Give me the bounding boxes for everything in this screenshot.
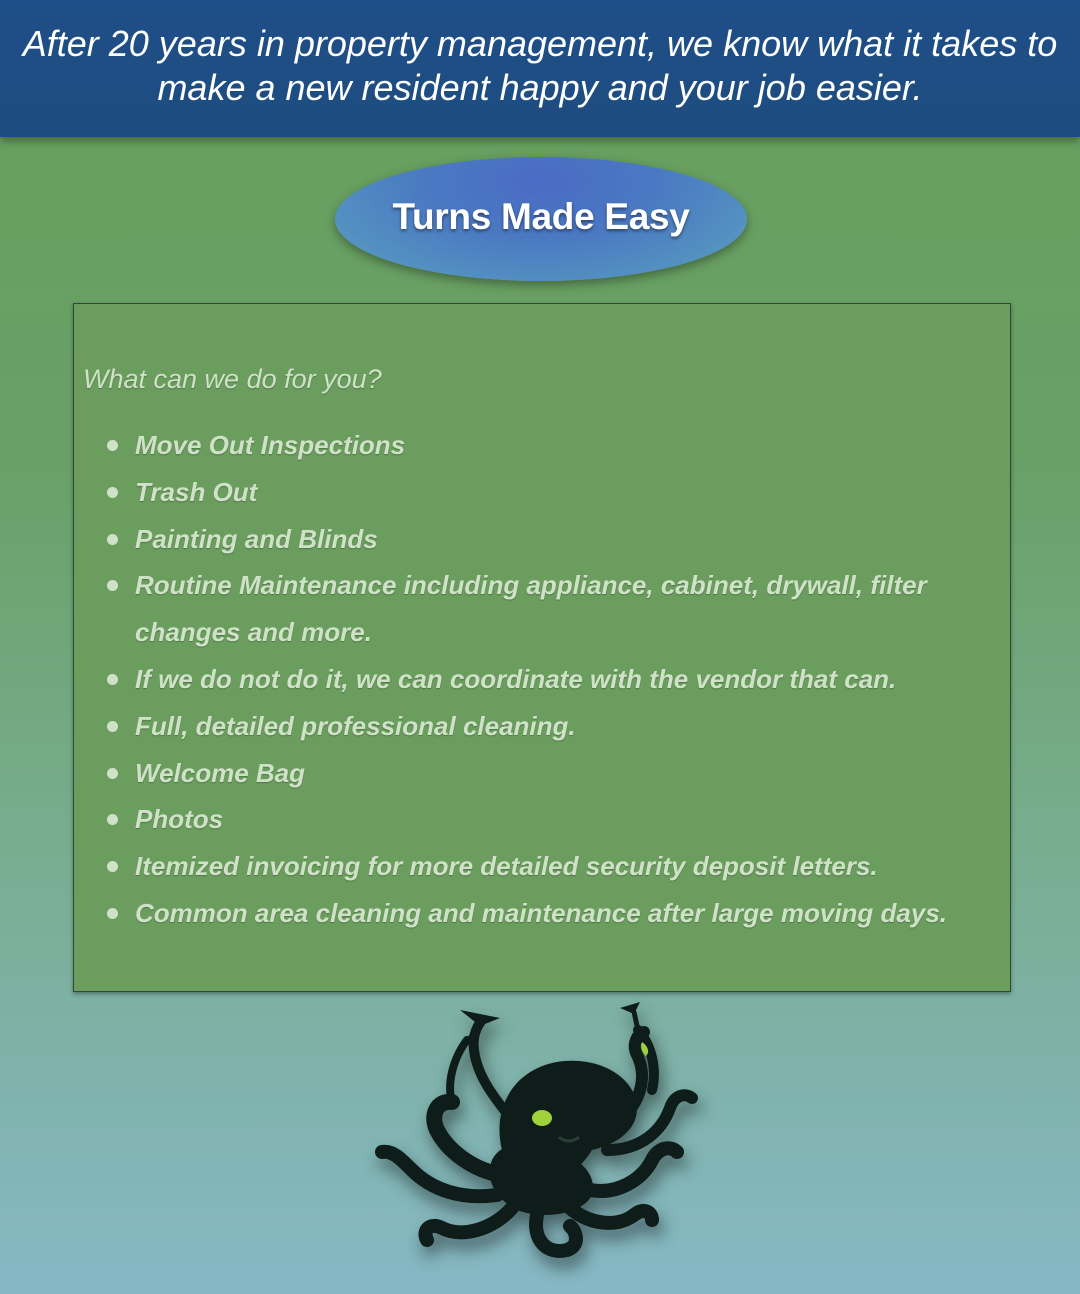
list-item <box>74 843 1010 890</box>
list-item <box>74 656 1010 703</box>
list-item-text: Welcome Bag <box>135 757 306 788</box>
bullet-icon <box>107 440 118 451</box>
services-list <box>74 422 1010 937</box>
list-item <box>74 562 1010 656</box>
list-item-text: Full, detailed professional cleaning. <box>135 710 576 741</box>
bullet-icon <box>107 768 118 779</box>
badge-title: Turns Made Easy <box>392 196 690 237</box>
list-item <box>74 516 1010 563</box>
bullet-icon <box>107 534 118 545</box>
bullet-icon <box>107 674 118 685</box>
services-panel <box>73 303 1011 992</box>
list-item-text: Move Out Inspections <box>135 430 406 460</box>
header-banner <box>0 0 1080 137</box>
list-item-text: Painting and Blinds <box>135 523 378 554</box>
list-item <box>74 796 1010 843</box>
bullet-icon <box>107 721 118 732</box>
bullet-icon <box>107 580 118 591</box>
list-item-text: Itemized invoicing for more detailed security deposit letters. <box>135 851 878 882</box>
list-item-text: Routine Maintenance including appliance, cabinet, drywall, filter changes and more. <box>135 570 927 648</box>
bullet-icon <box>107 487 118 498</box>
services-heading: What can we do for you? <box>83 364 382 394</box>
list-item-text: Trash Out <box>135 476 258 507</box>
list-item <box>74 890 1010 937</box>
list-item <box>74 469 1010 516</box>
octopus-icon <box>352 1000 732 1270</box>
bullet-icon <box>107 908 118 919</box>
title-badge <box>335 157 747 281</box>
list-item-text: If we do not do it, we can coordinate with the vendor that can. <box>135 663 897 694</box>
list-item <box>74 703 1010 750</box>
bullet-icon <box>107 814 118 825</box>
list-item <box>74 422 1010 469</box>
header-tagline: After 20 years in property management, we know what it takes to make a new resident happy and your job easier. <box>22 22 1058 108</box>
bullet-icon <box>107 861 118 872</box>
list-item-text: Photos <box>135 804 224 835</box>
list-item-text: Common area cleaning and maintenance after large moving days. <box>135 897 948 928</box>
list-item <box>74 750 1010 797</box>
